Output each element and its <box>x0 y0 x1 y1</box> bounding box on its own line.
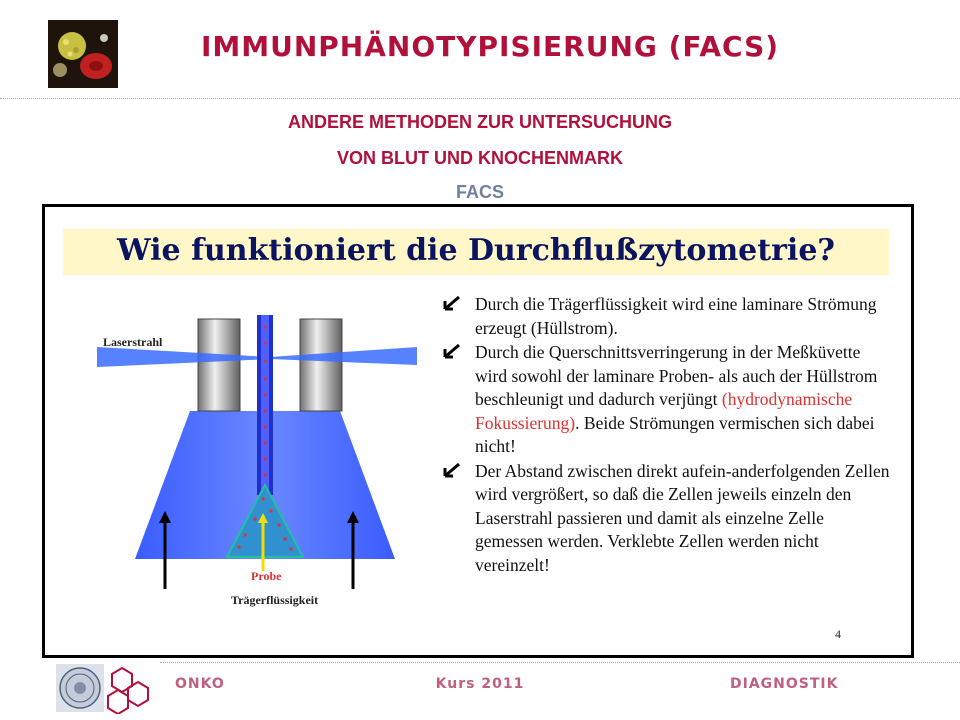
left-cylinder <box>198 319 240 411</box>
laser-label: Laserstrahl <box>103 335 163 349</box>
subtitle-line-1: ANDERE METHODEN ZUR UNTERSUCHUNG <box>287 112 672 132</box>
footer-center: Kurs 2011 <box>435 676 525 692</box>
subtitle-line-2: VON BLUT UND KNOCHENMARK <box>337 148 623 168</box>
header-divider <box>0 98 960 99</box>
slide-heading: Wie funktioniert die Durchflußzytometrie? <box>117 233 835 268</box>
bullet-2 <box>435 341 895 459</box>
carrier-label: Trägerflüssigkeit <box>231 593 319 607</box>
bullet-2-text-end: . Beide Strömungen vermischen sich dabei nicht! <box>475 412 875 456</box>
footer-left: ONKO <box>175 676 225 692</box>
bullet-3 <box>435 460 895 578</box>
page-title: IMMUNPHÄNOTYPISIERUNG (FACS) <box>200 30 780 63</box>
arrow-bullet-icon <box>439 343 461 361</box>
bullet-3-text: Der Abstand zwischen direkt aufein-anderfolgenden Zellen wird vergrößert, so daß die Zellen jeweils einzeln den Laserstrahl passieren und damit als einzelne Zelle gemessen werden. Verklebte Zellen werden nicht vereinzelt! <box>475 460 890 575</box>
arrow-bullet-icon <box>439 295 461 313</box>
probe-label: Probe <box>251 569 282 583</box>
subtitle-facs: FACS <box>455 182 504 202</box>
arrow-bullet-icon <box>439 462 461 480</box>
bullet-1-text: Durch die Trägerflüssigkeit wird eine laminare Strömung erzeugt (Hüllstrom). <box>475 294 877 338</box>
blood-cells-logo <box>48 20 118 88</box>
slide-image <box>42 204 914 658</box>
bullet-list <box>435 293 895 578</box>
footer-right: DIAGNOSTIK <box>730 676 839 692</box>
slide-page-number: 4 <box>835 627 841 641</box>
footer-divider <box>160 662 960 663</box>
bullet-1 <box>435 293 895 340</box>
bullet-2-text: Durch die Querschnittsverringerung in der Meßküvette wird sowohl der laminare Proben- als auch der Hüllstrom beschleunigt und dadurch verjüngt <box>475 342 878 409</box>
slide-heading-band <box>63 229 889 275</box>
right-cylinder <box>300 319 342 411</box>
bullet-2-highlight: (hydrodynamische Fokussierung) <box>475 389 853 433</box>
